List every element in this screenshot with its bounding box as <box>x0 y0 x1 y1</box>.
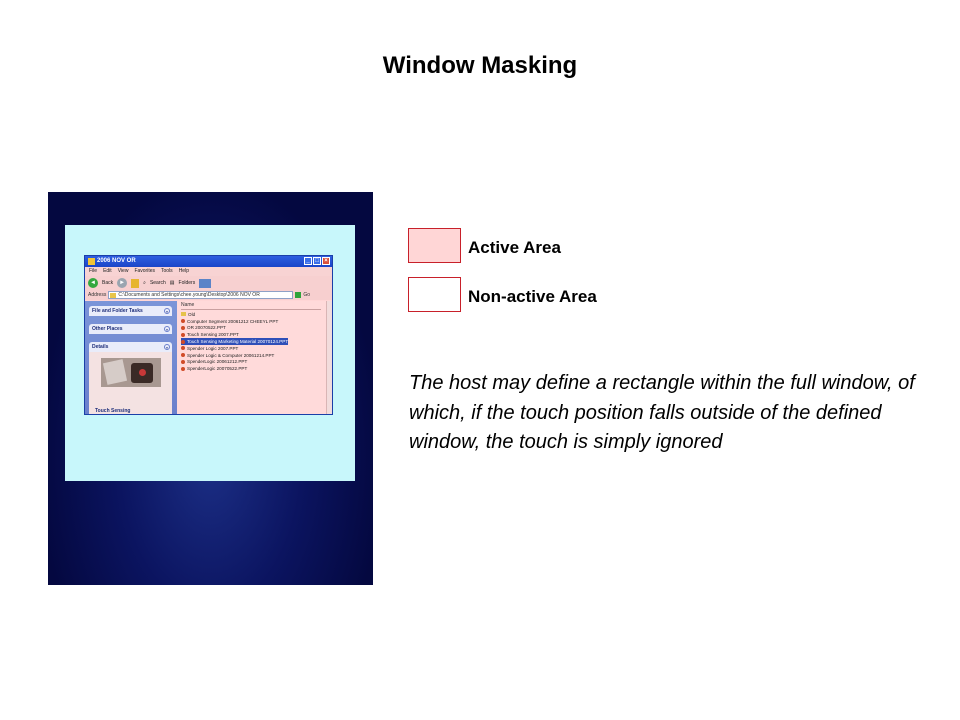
folder-icon <box>181 312 186 316</box>
ppt-file-icon <box>181 319 185 323</box>
up-folder-icon[interactable] <box>131 279 139 288</box>
vertical-scrollbar[interactable] <box>326 301 333 415</box>
task-pane <box>85 301 177 415</box>
ppt-file-icon <box>181 360 185 364</box>
file-name: SpenderLogic 20061212.PPT <box>187 359 248 365</box>
folder-icon <box>88 258 95 265</box>
ppt-file-icon <box>181 346 185 350</box>
address-bar <box>85 290 332 300</box>
chevron-icon[interactable]: « <box>165 345 169 350</box>
toolbar <box>85 276 332 290</box>
ppt-file-icon <box>181 367 185 371</box>
back-arrow-icon[interactable]: ◄ <box>88 278 98 288</box>
address-field[interactable] <box>108 291 293 299</box>
description-text: The host may define a rectangle within the full window, of which, if the touch position falls outside of the defined window, the touch is simply ignored <box>409 372 915 453</box>
menu-help[interactable]: Help <box>178 268 189 274</box>
search-button[interactable]: Search <box>149 280 166 286</box>
file-row[interactable] <box>181 311 288 318</box>
close-icon[interactable]: × <box>322 257 330 265</box>
go-button[interactable]: Go <box>303 292 311 298</box>
file-row[interactable] <box>181 338 288 345</box>
task-file-folder[interactable] <box>89 306 172 316</box>
name-column-header[interactable]: Name <box>181 302 321 310</box>
file-name: Spender Logic & Computer 20061214.PPT <box>187 352 275 358</box>
window-titlebar <box>85 256 332 267</box>
file-row[interactable] <box>181 318 288 325</box>
file-name: OR 20070522.PPT <box>187 325 226 331</box>
active-area-swatch <box>408 228 461 263</box>
file-name: Spender Logic 2007.PPT <box>187 345 239 351</box>
go-arrow-icon[interactable] <box>295 292 301 298</box>
file-row[interactable] <box>181 345 288 352</box>
ppt-file-icon <box>181 340 185 344</box>
non-active-area-label: Non-active Area <box>468 287 597 306</box>
active-area-label: Active Area <box>468 238 561 257</box>
menu-edit[interactable]: Edit <box>103 268 112 274</box>
menu-tools[interactable]: Tools <box>161 268 173 274</box>
maximize-icon[interactable]: □ <box>313 257 321 265</box>
forward-arrow-icon[interactable]: ► <box>117 278 127 288</box>
task-other-places[interactable] <box>89 324 172 334</box>
chevron-icon[interactable]: » <box>165 327 169 332</box>
views-icon[interactable] <box>199 279 211 288</box>
search-icon[interactable]: ⌕ <box>143 280 146 286</box>
file-row[interactable] <box>181 352 288 359</box>
file-name: SpenderLogic 20070522.PPT <box>187 366 248 372</box>
ppt-file-icon <box>181 333 185 337</box>
details-panel <box>89 352 172 415</box>
slide-title: Window Masking <box>382 52 578 79</box>
ppt-file-icon <box>181 353 185 357</box>
file-row[interactable] <box>181 325 288 332</box>
chevron-icon[interactable]: » <box>165 309 169 314</box>
ppt-file-icon <box>181 326 185 330</box>
menu-view[interactable]: View <box>117 268 129 274</box>
explorer-window <box>84 255 333 415</box>
file-name: Old <box>188 311 196 317</box>
minimize-icon[interactable]: _ <box>304 257 312 265</box>
address-value: C:\Documents and Settings\chee.young\Desktop\2006 NOV OR <box>118 292 260 298</box>
folder-icon <box>110 293 116 298</box>
task-details-label: Details <box>92 344 109 350</box>
folders-icon[interactable]: ▤ <box>169 280 175 286</box>
task-details[interactable] <box>89 342 172 352</box>
folders-button[interactable]: Folders <box>178 280 196 286</box>
task-file-folder-label: File and Folder Tasks <box>92 308 143 314</box>
touch-device <box>48 192 373 585</box>
menu-file[interactable]: File <box>89 268 98 274</box>
menu-favorites[interactable]: Favorites <box>134 268 155 274</box>
file-name: Touch Sensing Marketing Material 20070124.PPT <box>187 339 289 345</box>
file-name: Computer Segment 20061212 CHEEYL PPT <box>187 318 279 324</box>
menu-bar <box>85 267 332 276</box>
file-list <box>181 311 288 372</box>
file-list-pane <box>177 301 333 415</box>
non-active-area-swatch <box>408 277 461 312</box>
file-name: Touch Sensing 2007.PPT <box>187 332 239 338</box>
back-button[interactable]: Back <box>102 280 114 286</box>
address-label: Address <box>88 292 107 298</box>
file-thumbnail <box>101 358 161 387</box>
file-row[interactable] <box>181 331 288 338</box>
file-row[interactable] <box>181 359 288 366</box>
device-screen <box>65 225 355 481</box>
details-caption: Touch Sensing <box>95 408 131 414</box>
task-other-places-label: Other Places <box>92 326 123 332</box>
file-row[interactable] <box>181 365 288 372</box>
window-title: 2006 NOV OR <box>97 258 136 264</box>
